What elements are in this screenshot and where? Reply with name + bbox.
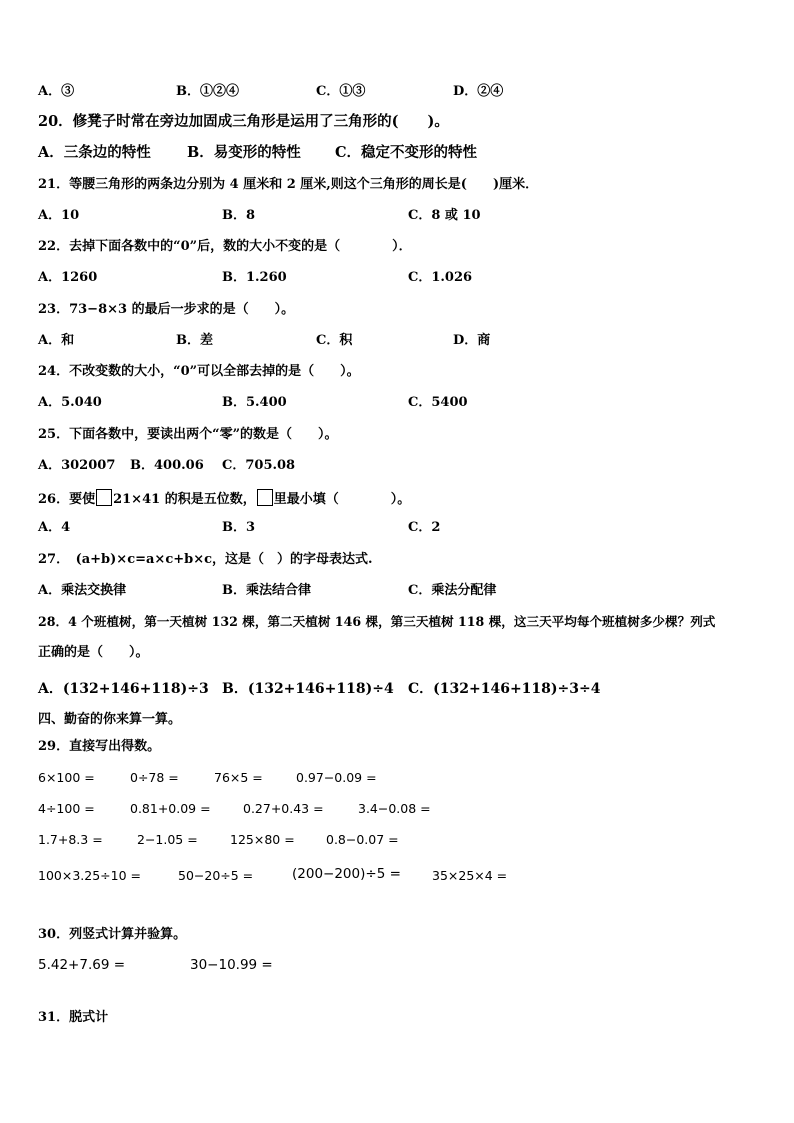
q29-r3-c4: 0.8−0.07 = — [326, 832, 399, 847]
q27-stem: 27． (a+b)×c=a×c+b×c，这是（ ）的字母表达式. — [38, 552, 373, 567]
q20-option-c: C．稳定不变形的特性 — [335, 144, 478, 161]
q21-option-b: B．8 — [222, 208, 256, 223]
q30-item-2: 30−10.99 = — [190, 957, 273, 973]
q21-option-a: A．10 — [38, 208, 80, 223]
q29-r3-c2: 2−1.05 = — [137, 832, 198, 847]
q25-option-a: A．302007 — [38, 458, 116, 473]
q29-r1-c2: 0÷78 = — [130, 770, 179, 785]
q21-stem: 21．等腰三角形的两条边分别为 4 厘米和 2 厘米,则这个三角形的周长是( )厘米． — [38, 177, 539, 192]
q29-r1-c1: 6×100 = — [38, 770, 95, 785]
q24-option-b: B．5.400 — [222, 395, 287, 410]
q28-stem-line1: 28．4 个班植树，第一天植树 132 棵，第二天植树 146 棵，第三天植树 118 棵，这三天平均每个班植树多少棵？列式 — [38, 614, 716, 629]
q24-option-a: A．5.040 — [38, 395, 102, 410]
q25-stem: 25．下面各数中，要读出两个“零”的数是（ ）。 — [38, 427, 338, 442]
q26-stem-part3: 里最小填（ ）。 — [273, 492, 411, 507]
q29-r2-c2: 0.81+0.09 = — [130, 801, 211, 816]
q20-stem: 20．修凳子时常在旁边加固成三角形是运用了三角形的( )。 — [38, 113, 449, 130]
q26-stem-part2: 21×41 的积是五位数， — [113, 492, 256, 507]
q21-option-c: C．8 或 10 — [408, 208, 481, 223]
q28-option-a: A．(132+146+118)÷3 — [38, 681, 209, 697]
q20-option-b: B．易变形的特性 — [187, 144, 301, 161]
q29-r1-c4: 0.97−0.09 = — [296, 770, 377, 785]
q23-option-c: C．积 — [316, 333, 353, 348]
q20-option-a: A．三条边的特性 — [38, 144, 151, 161]
q29-stem: 29．直接写出得数。 — [38, 739, 161, 754]
q30-item-1: 5.42+7.69 = — [38, 957, 126, 973]
q29-r4-c1: 100×3.25÷10 = — [38, 868, 141, 883]
q22-option-b: B．1.260 — [222, 270, 287, 285]
q31-stem: 31．脱式计 — [38, 1010, 109, 1025]
q26-stem-part1: 26．要使 — [38, 492, 96, 507]
q29-r4-c4: 35×25×4 = — [432, 868, 508, 883]
q23-stem: 23．73−8×3 的最后一步求的是（ ）。 — [38, 302, 295, 317]
q29-r1-c3: 76×5 = — [214, 770, 263, 785]
q23-option-b: B．差 — [176, 333, 213, 348]
q25-option-b: B．400.06 — [130, 458, 204, 473]
q28-option-c: C．(132+146+118)÷3÷4 — [408, 681, 601, 697]
q23-option-d: D．商 — [453, 333, 491, 348]
q26-stem — [38, 489, 410, 508]
section4-title: 四、勤奋的你来算一算。 — [38, 712, 182, 727]
q24-option-c: C．5400 — [408, 395, 468, 410]
q27-option-c: C．乘法分配律 — [408, 583, 497, 598]
q29-r2-c1: 4÷100 = — [38, 801, 95, 816]
q22-option-a: A．1260 — [38, 270, 98, 285]
q19-option-b: B．①②④ — [176, 84, 239, 99]
q25-option-c: C．705.08 — [222, 458, 296, 473]
q28-stem-line2: 正确的是（ ）。 — [38, 645, 149, 660]
q19-option-d: D．②④ — [453, 84, 504, 99]
q22-option-c: C．1.026 — [408, 270, 473, 285]
q30-stem: 30．列竖式计算并验算。 — [38, 927, 187, 942]
q27-option-a: A．乘法交换律 — [38, 583, 127, 598]
q26-blank-box-1 — [96, 489, 112, 506]
q29-r4-c3: (200−200)÷5 = — [292, 866, 401, 882]
q26-option-b: B．3 — [222, 520, 256, 535]
q22-stem: 22．去掉下面各数中的“0”后，数的大小不变的是（ ）． — [38, 239, 412, 254]
q26-option-a: A．4 — [38, 520, 71, 535]
q26-blank-box-2 — [257, 489, 273, 506]
q29-r2-c4: 3.4−0.08 = — [358, 801, 431, 816]
q26-option-c: C．2 — [408, 520, 441, 535]
q24-stem: 24．不改变数的大小，“0”可以全部去掉的是（ ）。 — [38, 364, 360, 379]
q29-r3-c1: 1.7+8.3 = — [38, 832, 103, 847]
q28-option-b: B．(132+146+118)÷4 — [222, 681, 394, 697]
q29-r2-c3: 0.27+0.43 = — [243, 801, 324, 816]
q29-r3-c3: 125×80 = — [230, 832, 295, 847]
q19-option-c: C．①③ — [316, 84, 366, 99]
q19-option-a: A．③ — [38, 84, 75, 99]
q23-option-a: A．和 — [38, 333, 75, 348]
q29-r4-c2: 50−20÷5 = — [178, 868, 254, 883]
q27-option-b: B．乘法结合律 — [222, 583, 311, 598]
